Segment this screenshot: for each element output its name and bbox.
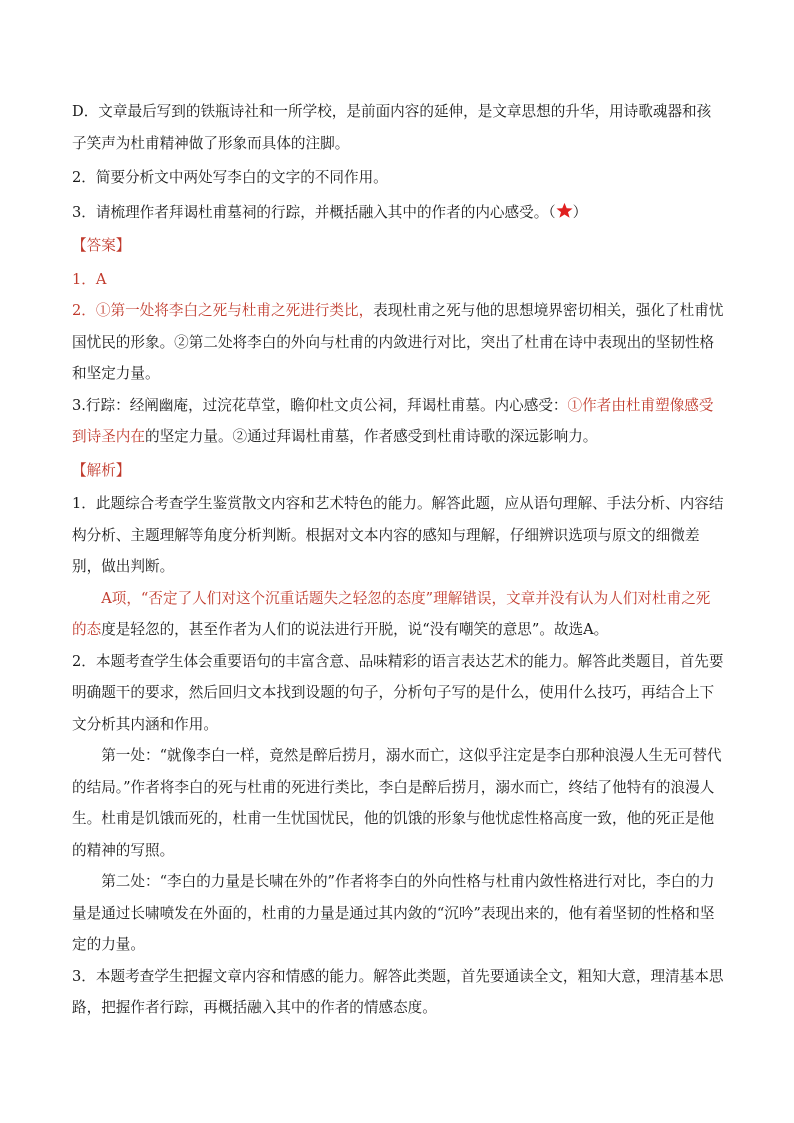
- answer-3-black: 3.行踪：经阐幽庵，过浣花草堂，瞻仰杜文贞公祠，拜谒杜甫墓。内心感受：: [72, 396, 568, 414]
- star-shape: [556, 202, 572, 217]
- analysis-1: 1．此题综合考查学生鉴赏散文内容和艺术特色的能力。解答此题，应从语句理解、手法分析、内容结构分析、主题理解等角度分析判断。根据对文本内容的感知与理解，仔细辨识选项与原文的细微差别，做出判断。: [72, 495, 724, 575]
- answer-2-rest: 表现杜甫之死与他的思想境界密切相关，强化了杜甫忧国忧民的形象。②第二处将李白的外向与杜甫的内敛进行对比，突出了杜甫在诗中表现出的坚韧性格和坚定力量。: [72, 302, 724, 382]
- answer-3: [72, 390, 724, 453]
- answer-2-red: 2．①第一处将李白之死与杜甫之死进行类比，: [72, 302, 374, 319]
- answer-1: 1．A: [72, 270, 107, 288]
- answer-3-red: ①作者由杜甫塑像感受到诗圣内在: [72, 396, 714, 445]
- analysis-2: 2．本题考查学生体会重要语句的丰富含意、品味精彩的语言表达艺术的能力。解答此类题目，首先要明确题干的要求，然后回归文本找到设题的句子，分析句子写的是什么，使用什么技巧，再结合上下文分析其内涵和作用。: [72, 652, 724, 733]
- analysis-2-second: 第二处：“李白的力量是长啸在外的”作者将李白的外向性格与杜甫内敛性格进行对比，李白的力量是通过长啸喷发在外面的，杜甫的力量是通过其内敛的“沉吟”表现出来的，他有着坚韧的性格和坚定的力量。: [72, 873, 715, 953]
- question-2: 2．简要分析文中两处写李白的文字的不同作用。: [72, 169, 388, 186]
- document-content: [72, 96, 724, 1024]
- answer-3-rest: 的坚定力量。②通过拜谒杜甫墓，作者感受到杜甫诗歌的深远影响力。: [144, 428, 598, 445]
- question-3-close: ）: [572, 203, 588, 221]
- question-3: [72, 197, 724, 229]
- question-3-text: 3．请梳理作者拜谒杜甫墓祠的行踪，并概括融入其中的作者的内心感受。（: [72, 203, 556, 221]
- analysis-1-option-red: A项，“否定了人们对这个沉重话题失之轻忽的态度”理解错误，文章并没有认为人们对杜甫之死的态: [72, 589, 711, 638]
- analysis-1-option-rest: 度是轻忽的，甚至作者为人们的说法进行开脱，说“没有嘲笑的意思”。故选A。: [101, 621, 609, 638]
- star-icon: [556, 202, 573, 219]
- answer-2: [72, 295, 724, 390]
- option-d: D．文章最后写到的铁瓶诗社和一所学校，是前面内容的延伸，是文章思想的升华，用诗歌魂器和孩子笑声为杜甫精神做了形象而具体的注脚。: [72, 103, 712, 152]
- analysis-heading: 【解析】: [72, 461, 131, 479]
- analysis-1-option: [72, 583, 724, 646]
- answer-heading: 【答案】: [72, 237, 131, 254]
- analysis-3: 3．本题考查学生把握文章内容和情感的能力。解答此类题，首先要通读全文，粗知大意，理清基本思路，把握作者行踪，再概括融入其中的作者的情感态度。: [72, 967, 724, 1016]
- analysis-2-first: 第一处：“就像李白一样，竟然是醉后捞月，溺水而亡，这似乎注定是李白那种浪漫人生无可替代的结局。”作者将李白的死与杜甫的死进行类比，李白是醉后捞月，溺水而亡，终结了他特有的浪漫人生。杜甫是饥饿而死的，杜甫一生忧国忧民，他的饥饿的形象与他忧虑性格高度一致，他的死正是他的精神的写照。: [72, 747, 722, 859]
